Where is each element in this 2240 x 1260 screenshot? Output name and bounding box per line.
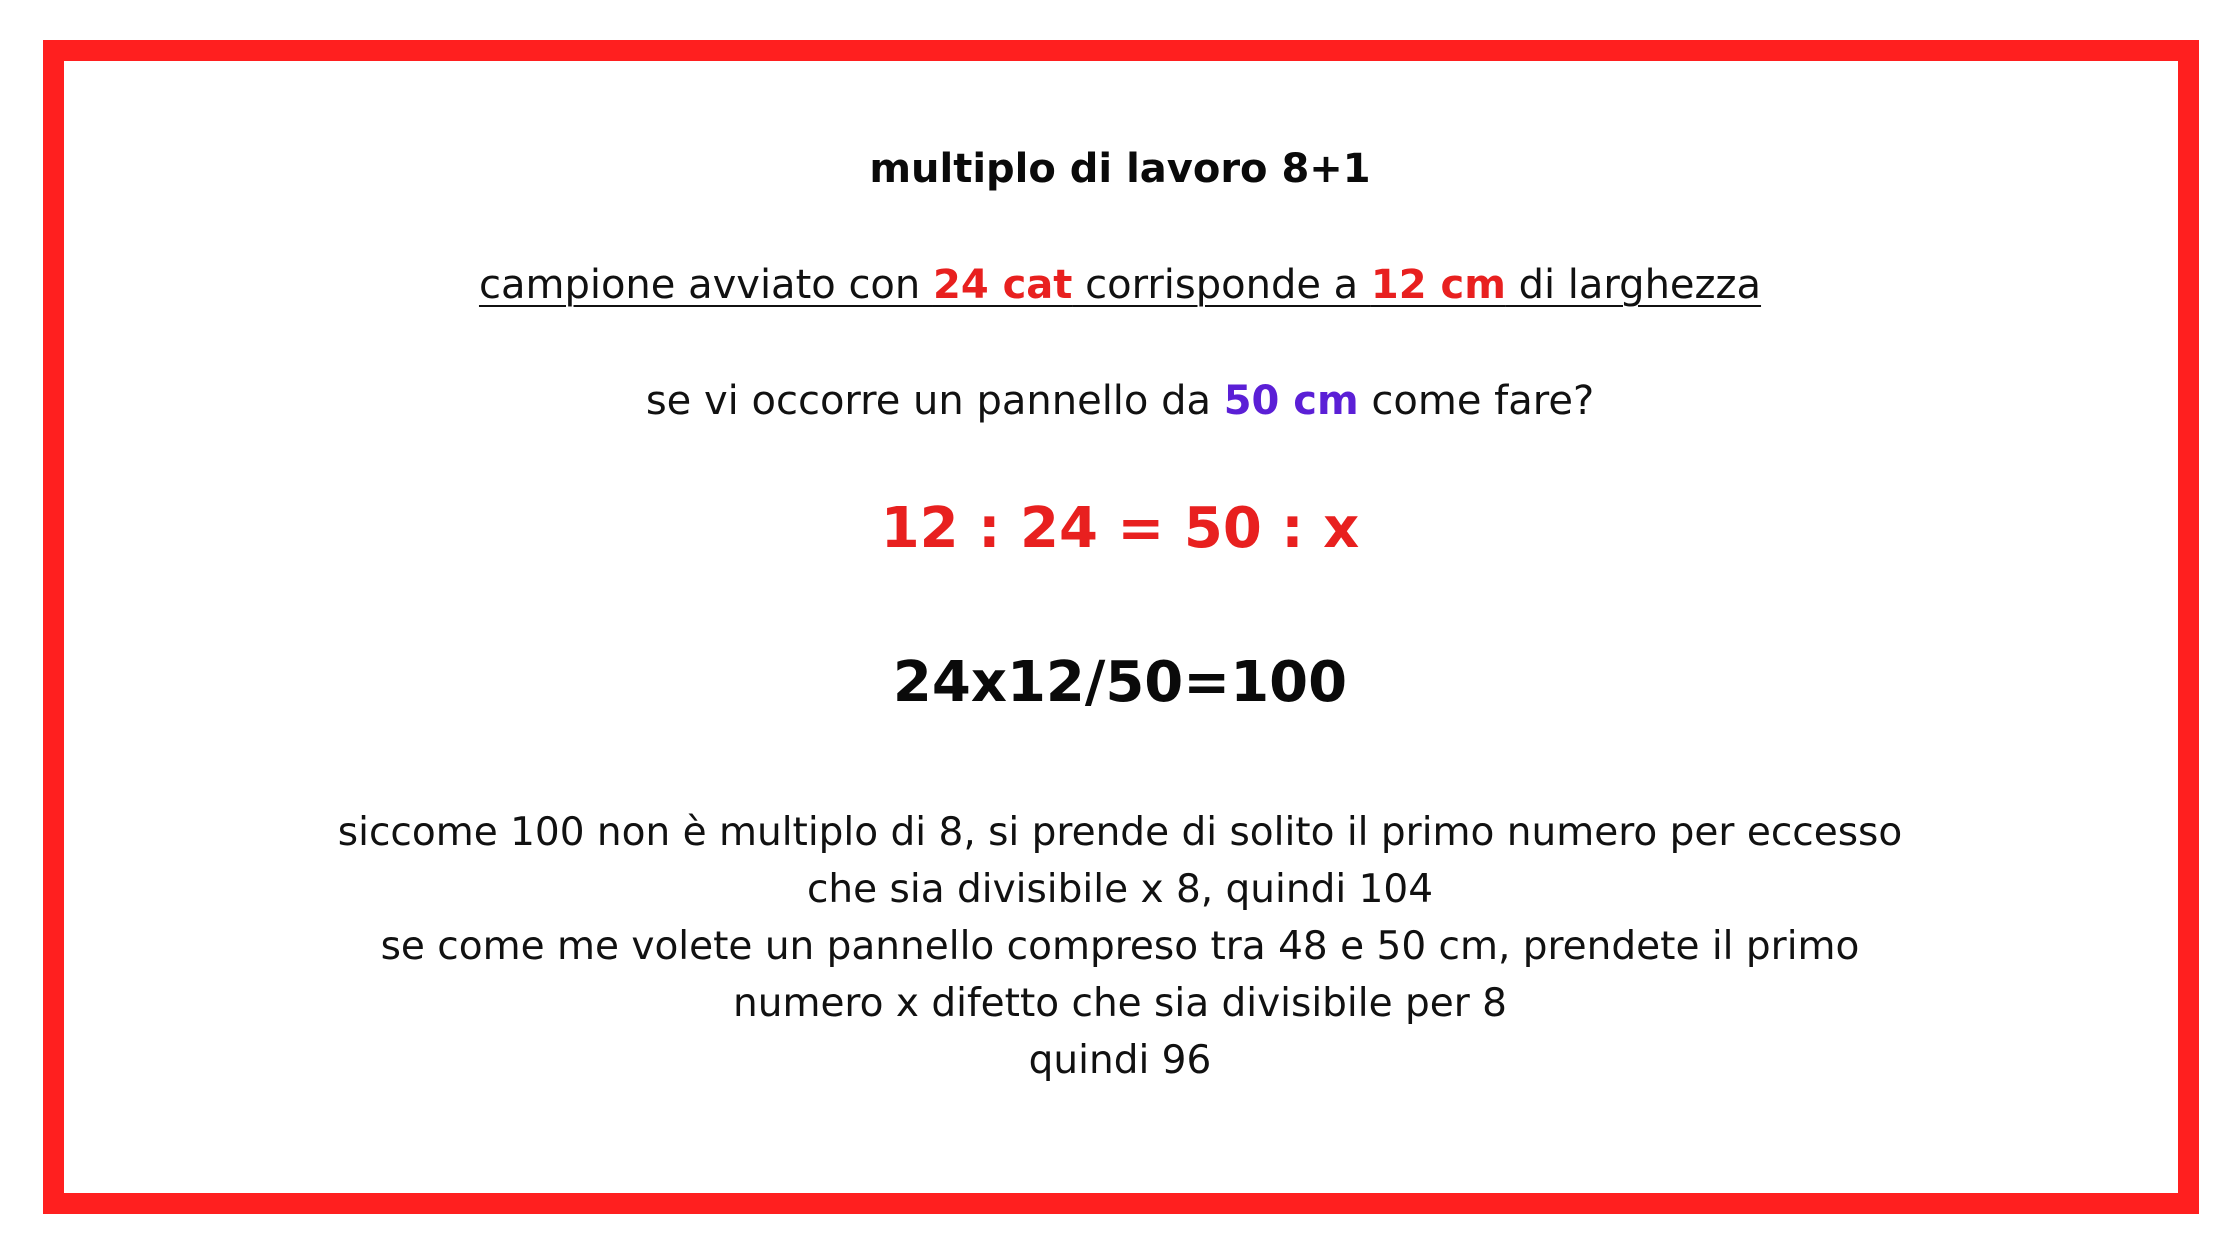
sample-text-start: campione avviato con xyxy=(478,262,933,308)
stitch-count: 24 cat xyxy=(932,262,1073,308)
explanation-line: quindi 96 xyxy=(1028,1038,1212,1083)
sample-text-end: di larghezza xyxy=(1505,262,1762,308)
question-text-end: come fare? xyxy=(1358,378,1595,424)
calculation-formula: 24x12/50=100 xyxy=(892,650,1348,715)
explanation-line: se come me volete un pannello compreso tra 48 e 50 cm, prendete il primo xyxy=(380,924,1860,969)
explanation-line: numero x difetto che sia divisibile per 8 xyxy=(733,981,1507,1026)
question-line xyxy=(0,378,2240,424)
explanation-line: che sia divisibile x 8, quindi 104 xyxy=(806,867,1434,912)
explanation-block xyxy=(0,804,2240,1089)
explanation-line: siccome 100 non è multiplo di 8, si prende di solito il primo numero per eccesso xyxy=(337,810,1903,855)
question-text-start: se vi occorre un pannello da xyxy=(645,378,1224,424)
proportion-equation: 12 : 24 = 50 : x xyxy=(880,496,1360,561)
target-width: 50 cm xyxy=(1223,378,1359,424)
sample-text-middle: corrisponde a xyxy=(1072,262,1371,308)
sample-width: 12 cm xyxy=(1370,262,1506,308)
sample-line xyxy=(0,262,2240,308)
slide-title: multiplo di lavoro 8+1 xyxy=(869,146,1371,192)
